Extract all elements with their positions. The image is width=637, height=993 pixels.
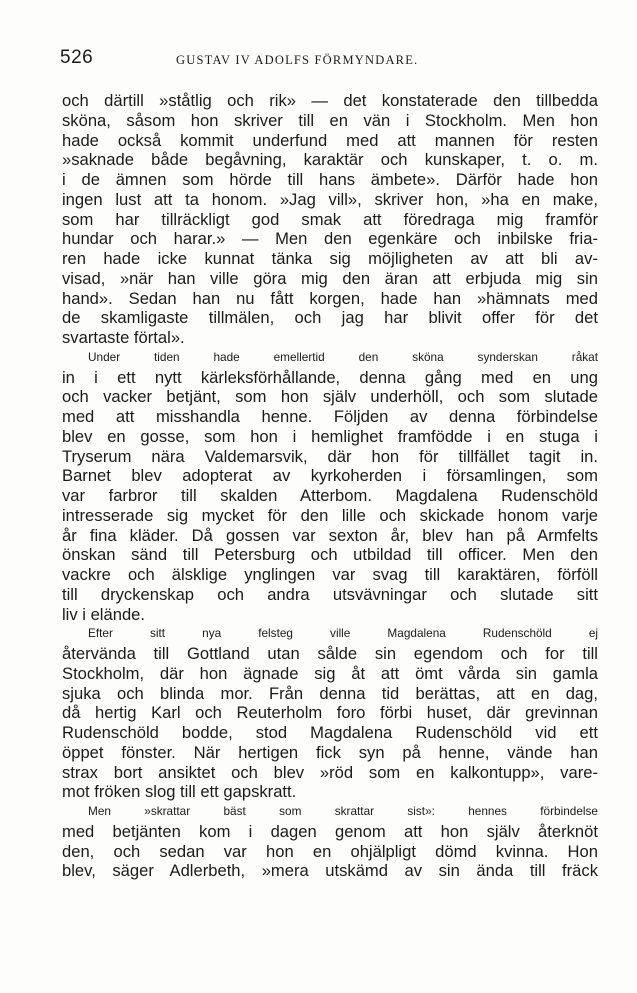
text-line: »saknade både begåvning, karaktär och kunskaper, t. o. m. (62, 150, 598, 170)
text-line: blev en gosse, som hon i hemlighet framfödde i en stuga i (62, 426, 598, 446)
text-line: hundar och harar.» — Men den egenkäre och inbilske fria- (62, 229, 598, 249)
text-line: Stockholm, där hon ägnade sig åt att ömt vårda sin gamla (62, 663, 598, 683)
text-line: hade också kommit underfund med att mannen för resten (62, 130, 598, 150)
text-line: Under tiden hade emellertid den sköna synderskan råkat (88, 349, 598, 364)
text-line: ren hade icke kunnat tänka sig möjligheten av att bli av- (62, 249, 598, 268)
text-line: år fina kläder. Då gossen var sexton år, blev han på Armfelts (62, 525, 598, 545)
text-line: och därtill »ståtlig och rik» — det konstaterade den tillbedda (62, 91, 598, 110)
page-header (60, 47, 600, 73)
text-line: som har tillräckligt god smak att föredraga mig framför (62, 209, 598, 229)
text-line: svartaste förtal». (62, 328, 185, 347)
text-line: i de ämnen som hörde till hans ämbete». Därför hade hon (62, 170, 598, 189)
text-line: in i ett nytt kärleksförhållande, denna gång med en ung (62, 367, 598, 387)
text-line: hand». Sedan han nu fått korgen, hade han »hämnats med (62, 288, 598, 308)
text-line: då hertig Karl och Reuterholm foro förbi huset, där grevinnan (62, 703, 598, 723)
text-line: återvända till Gottland utan sålde sin egendom och for till (62, 644, 598, 663)
text-line: visad, »när han ville göra mig den äran att erbjuda mig sin (62, 268, 598, 288)
text-line: vackre och älsklige ynglingen var svag till karaktären, förföll (62, 565, 598, 584)
text-line: de skamligaste tillmälen, och jag har blivit offer för det (62, 308, 598, 328)
text-line: öppet fönster. När hertigen fick syn på henne, vände han (62, 742, 598, 762)
text-line: med att misshandla henne. Följden av denna förbindelse (62, 407, 598, 426)
body-text (62, 91, 598, 881)
text-line: blev, säger Adlerbeth, »mera utskämd av sin ända till fräck (62, 861, 598, 881)
text-line: strax bort ansiktet och blev »röd som en kalkontupp», vare- (62, 762, 598, 782)
page-number: 526 (60, 47, 94, 68)
running-head: GUSTAV IV ADOLFS FÖRMYNDARE. (176, 53, 419, 67)
text-line: liv i elände. (62, 604, 146, 624)
text-line: Barnet blev adopterat av kyrkoherden i församlingen, som (62, 466, 598, 486)
text-line: Tryserum nära Valdemarsvik, där hon för tillfället tagit in. (62, 446, 598, 466)
text-line: var farbror till skalden Atterbom. Magdalena Rudenschöld (62, 486, 598, 505)
text-line: och vacker betjänt, som hon själv underhöll, och som slutade (62, 387, 598, 407)
text-line: till dryckenskap och andra utsvävningar och slutade sitt (62, 584, 598, 604)
text-line: önskan sänd till Petersburg och utbildad till officer. Men den (62, 545, 598, 565)
text-line: mot fröken slog till ett gapskratt. (62, 782, 297, 802)
text-line: Men »skrattar bäst som skrattar sist»: hennes förbindelse (88, 804, 598, 818)
text-line: sköna, såsom hon skriver till en vän i Stockholm. Men hon (62, 110, 598, 130)
text-line: ingen lust att ta honom. »Jag vill», skriver hon, »ha en make, (62, 189, 598, 209)
text-line: Rudenschöld bodde, stod Magdalena Rudenschöld vid ett (62, 723, 598, 742)
text-line: sjuka och blinda mor. Från denna tid berättas, att en dag, (62, 683, 598, 703)
text-line: intresserade sig mycket för den lille och skickade honom varje (62, 505, 598, 525)
text-line: med betjänten kom i dagen genom att hon själv återknöt (62, 821, 598, 841)
text-line: den, och sedan var hon en ohjälpligt dömd kvinna. Hon (62, 841, 598, 861)
text-line: Efter sitt nya felsteg ville Magdalena Rudenschöld ej (88, 626, 598, 641)
